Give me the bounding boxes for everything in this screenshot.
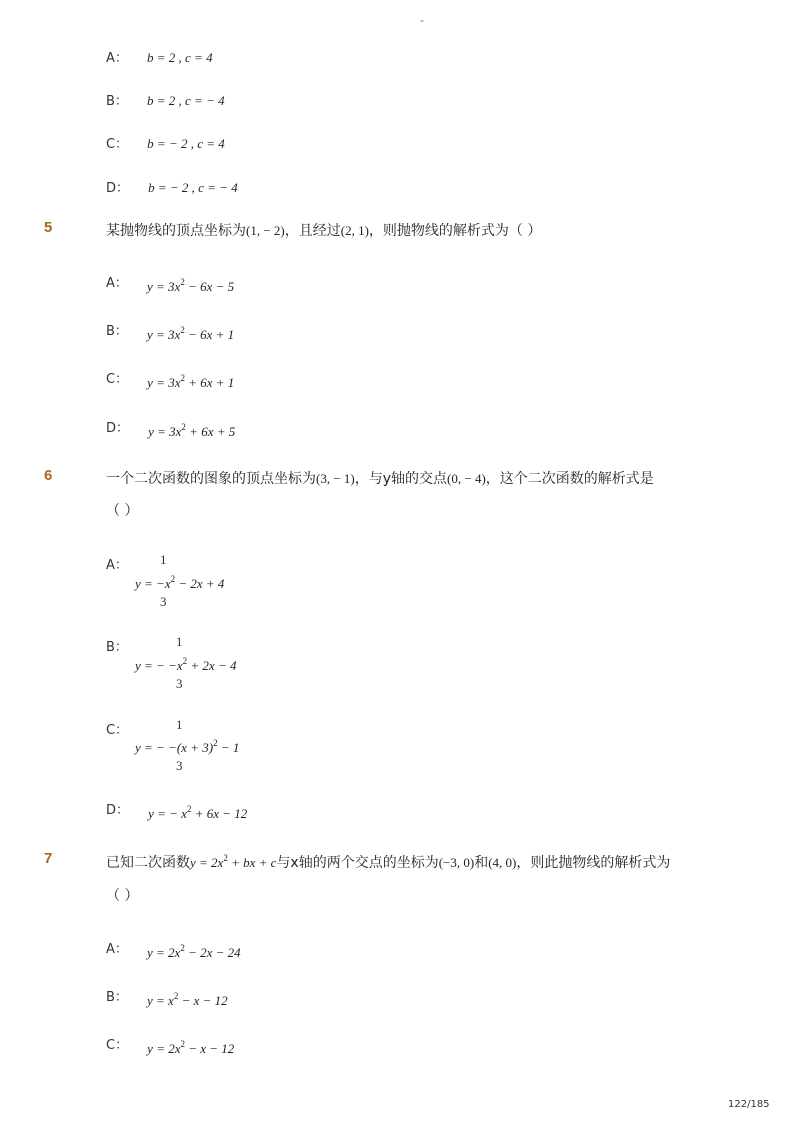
option-formula: $y = 3x^2 - 6x - 5$ xyxy=(147,277,235,294)
answer-blank: （ ） xyxy=(106,503,139,519)
stem-formula: (4, 0) xyxy=(488,855,517,870)
question-stem xyxy=(106,852,670,872)
question-stem xyxy=(106,468,654,488)
option-b[interactable] xyxy=(106,324,234,343)
option-label: D： xyxy=(106,421,130,436)
answer-blank: （ ） xyxy=(106,888,139,904)
option-formula: $y = 2x^2 - x - 12$ xyxy=(147,1039,235,1056)
question-number: 6 xyxy=(44,467,53,484)
fraction-denominator: 3 xyxy=(160,594,167,609)
stem-formula: (2, 1) xyxy=(340,223,369,238)
option-c[interactable] xyxy=(106,133,225,152)
stem-text: ，且经过 xyxy=(284,223,341,239)
option-label: C： xyxy=(106,1038,129,1053)
option-formula: y = − $-x^2 + 2x - 4$ xyxy=(135,656,237,673)
stem-text: ，这个二次函数的解析式是 xyxy=(485,471,654,487)
option-label: A： xyxy=(106,276,128,291)
stem-formula: (3, − 1) xyxy=(316,471,355,486)
option-label: C： xyxy=(106,372,129,387)
option-formula: b = 2 , c = − 4 xyxy=(147,93,225,108)
option-label: C： xyxy=(106,723,129,738)
option-label: B： xyxy=(106,640,128,655)
stem-text: 和 xyxy=(474,855,489,871)
option-formula: $y = 3x^2 + 6x + 1$ xyxy=(147,373,235,390)
option-label: C： xyxy=(106,137,129,152)
stem-text: 与x轴的两个交点的坐标为 xyxy=(276,855,439,871)
option-d[interactable] xyxy=(106,803,247,822)
fraction-denominator: 3 xyxy=(176,758,183,773)
fraction-numerator: 1 xyxy=(176,634,183,649)
stem-text: 某抛物线的顶点坐标为 xyxy=(106,223,246,239)
option-b[interactable] xyxy=(106,990,228,1009)
option-formula: y = − $x^2 + 6x - 12$ xyxy=(148,804,248,821)
stem-text: 已知二次函数 xyxy=(106,855,190,871)
option-c[interactable] xyxy=(106,372,234,391)
option-a[interactable] xyxy=(106,47,213,66)
option-formula: $y = 3x^2 + 6x + 5$ xyxy=(148,422,236,439)
stem-formula: $y = 2x^2$ + bx + c xyxy=(190,853,277,870)
option-label: A： xyxy=(106,558,128,573)
stem-text: ，与y轴的交点 xyxy=(354,471,448,487)
option-label: B： xyxy=(106,324,128,339)
stem-text: ，则抛物线的解析式为（ ） xyxy=(368,223,542,239)
option-d[interactable] xyxy=(106,421,235,440)
option-label: B： xyxy=(106,990,128,1005)
option-label: A： xyxy=(106,51,128,66)
option-formula: b = 2 , c = 4 xyxy=(147,50,213,65)
option-label: A： xyxy=(106,942,128,957)
fraction-numerator: 1 xyxy=(160,552,167,567)
option-label: B： xyxy=(106,94,128,109)
fraction-numerator: 1 xyxy=(176,717,183,732)
option-a[interactable] xyxy=(106,942,241,961)
option-b[interactable] xyxy=(106,90,225,109)
stem-formula: (−3, 0) xyxy=(438,855,475,870)
stem-text: 一个二次函数的图象的顶点坐标为 xyxy=(106,471,316,487)
question-number: 5 xyxy=(44,219,53,236)
option-formula: b = − 2 , c = 4 xyxy=(147,136,225,151)
question-stem xyxy=(106,220,541,240)
page-number: 122/185 xyxy=(728,1099,770,1110)
option-label: D： xyxy=(106,803,130,818)
fraction-denominator: 3 xyxy=(176,676,183,691)
option-d[interactable] xyxy=(106,177,238,196)
stem-formula: (0, − 4) xyxy=(447,471,486,486)
question-number: 7 xyxy=(44,850,53,867)
stem-formula: (1, − 2) xyxy=(246,223,285,238)
option-formula: b = − 2 , c = − 4 xyxy=(148,180,238,195)
header-mark: - xyxy=(420,14,424,27)
option-formula: $y = x^2 - x - 12$ xyxy=(147,991,228,1008)
option-formula: $y = -x^2 - 2x + 4$ xyxy=(135,574,225,591)
stem-text: ，则此抛物线的解析式为 xyxy=(516,855,671,871)
option-formula: $y = 2x^2 - 2x - 24$ xyxy=(147,943,241,960)
option-formula: y = − $-(x + 3)^2 - 1$ xyxy=(135,738,240,755)
option-label: D： xyxy=(106,181,130,196)
option-formula: $y = 3x^2 - 6x + 1$ xyxy=(147,325,235,342)
option-a[interactable] xyxy=(106,276,234,295)
option-c[interactable] xyxy=(106,1038,234,1057)
